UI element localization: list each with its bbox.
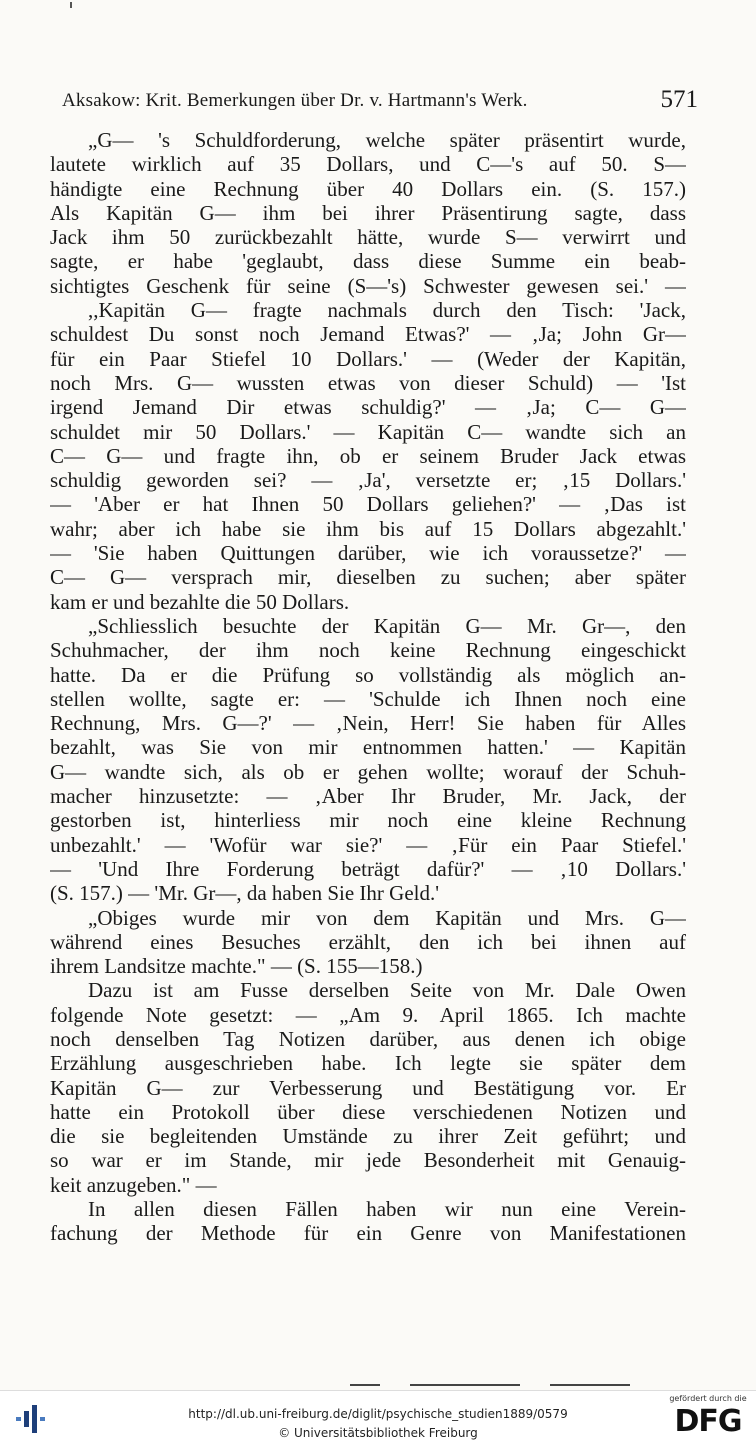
scan-mark: [70, 2, 72, 8]
text-line: folgende Note gesetzt: — „Am 9. April 1865. Ich machte: [50, 1002, 686, 1027]
source-url[interactable]: http://dl.ub.uni-freiburg.de/diglit/psychische_studien1889/0579: [188, 1407, 568, 1421]
text-line: „Obiges wurde mir von dem Kapitän und Mrs. G—: [88, 905, 686, 930]
text-line: irgend Jemand Dir etwas schuldig?' — ‚Ja; C— G—: [50, 395, 686, 420]
text-line: lautete wirklich auf 35 Dollars, und C—'s auf 50. S—: [50, 152, 686, 177]
text-line: unbezahlt.' — 'Wofür war sie?' — ‚Für ein Paar Stiefel.': [50, 832, 686, 857]
text-line: so war er im Stande, mir jede Besonderheit mit Genauig-: [50, 1148, 686, 1173]
text-line: ihrem Landsitze machte." — (S. 155—158.): [50, 954, 423, 979]
text-line: Dazu ist am Fusse derselben Seite von Mr. Dale Owen: [88, 978, 686, 1003]
text-line: stellen wollte, sagte er: — 'Schulde ich Ihnen noch eine: [50, 686, 686, 711]
text-line: sichtigtes Geschenk für seine (S—'s) Schwester gewesen sei.' —: [50, 273, 686, 298]
text-line: fachung der Methode für ein Genre von Manifestationen: [50, 1221, 686, 1246]
text-line: hatte. Da er die Prüfung so vollständig als möglich an-: [50, 662, 686, 687]
text-line: macher hinzusetzte: — ‚Aber Ihr Bruder, Mr. Jack, der: [50, 784, 686, 809]
text-line: wahr; aber ich habe sie ihm bis auf 15 Dollars abgezahlt.': [50, 516, 686, 541]
text-line: keit anzugeben." —: [50, 1172, 217, 1197]
text-line: Schuhmacher, der ihm noch keine Rechnung eingeschickt: [50, 638, 686, 663]
text-line: „Schliesslich besuchte der Kapitän G— Mr. Gr—, den: [88, 613, 686, 638]
footer: [0, 1390, 756, 1449]
text-line: schuldig geworden sei? — ‚Ja', versetzte er; ‚15 Dollars.': [50, 468, 686, 493]
text-line: händigte eine Rechnung über 40 Dollars ein. (S. 157.): [50, 176, 686, 201]
text-line: während eines Besuches erzählt, den ich bei ihnen auf: [50, 929, 686, 954]
text-line: Als Kapitän G— ihm bei ihrer Präsentirung sagte, dass: [50, 200, 686, 225]
text-line: bezahlt, was Sie von mir entnommen hatten.' — Kapitän: [50, 735, 686, 760]
text-line: Rechnung, Mrs. G—?' — ‚Nein, Herr! Sie haben für Alles: [50, 711, 686, 736]
running-head: Aksakow: Krit. Bemerkungen über Dr. v. Hartmann's Werk.: [62, 90, 528, 111]
scan-dashes: [350, 1384, 670, 1386]
text-line: noch Mrs. G— wussten etwas von dieser Schuld) — 'Ist: [50, 370, 686, 395]
body-text: [50, 128, 686, 1246]
dfg-logo: DFG: [674, 1404, 742, 1439]
text-line: Kapitän G— zur Verbesserung und Bestätigung vor. Er: [50, 1075, 686, 1100]
text-line: für ein Paar Stiefel 10 Dollars.' — (Weder der Kapitän,: [50, 346, 686, 371]
text-line: schuldest Du sonst noch Jemand Etwas?' — ‚Ja; John Gr—: [50, 322, 686, 347]
text-line: — 'Und Ihre Forderung beträgt dafür?' — ‚10 Dollars.': [50, 856, 686, 881]
text-line: ,,Kapitän G— fragte nachmals durch den Tisch: 'Jack,: [88, 298, 686, 323]
text-line: die sie begleitenden Umstände zu ihrer Zeit geführt; und: [50, 1124, 686, 1149]
text-line: Erzählung ausgeschrieben habe. Ich legte sie später dem: [50, 1051, 686, 1076]
text-line: sagte, er habe 'geglaubt, dass diese Summe ein beab-: [50, 249, 686, 274]
page-header: [62, 88, 698, 118]
text-line: C— G— versprach mir, dieselben zu suchen; aber später: [50, 565, 686, 590]
text-line: kam er und bezahlte die 50 Dollars.: [50, 589, 350, 614]
dfg-caption: gefördert durch die: [669, 1394, 747, 1403]
page-number: 571: [660, 86, 698, 113]
text-line: G— wandte sich, als ob er gehen wollte; worauf der Schuh-: [50, 759, 686, 784]
text-line: — 'Aber er hat Ihnen 50 Dollars geliehen?' — ‚Das ist: [50, 492, 686, 517]
text-line: „G— 's Schuldforderung, welche später präsentirt wurde,: [88, 128, 686, 152]
text-line: — 'Sie haben Quittungen darüber, wie ich voraussetze?' —: [50, 541, 686, 566]
text-line: Jack ihm 50 zurückbezahlt hätte, wurde S— verwirrt und: [50, 225, 686, 250]
text-line: (S. 157.) — 'Mr. Gr—, da haben Sie Ihr Geld.': [50, 881, 440, 906]
copyright-notice: © Universitätsbibliothek Freiburg: [278, 1426, 478, 1440]
text-line: hatte ein Protokoll über diese verschiedenen Notizen und: [50, 1099, 686, 1124]
text-line: schuldet mir 50 Dollars.' — Kapitän C— wandte sich an: [50, 419, 686, 444]
text-line: In allen diesen Fällen haben wir nun eine Verein-: [88, 1197, 686, 1222]
text-line: noch denselben Tag Notizen darüber, aus denen ich obige: [50, 1026, 686, 1051]
text-line: gestorben ist, hinterliess mir noch eine kleine Rechnung: [50, 808, 686, 833]
text-line: C— G— und fragte ihn, ob er seinem Bruder Jack etwas: [50, 443, 686, 468]
